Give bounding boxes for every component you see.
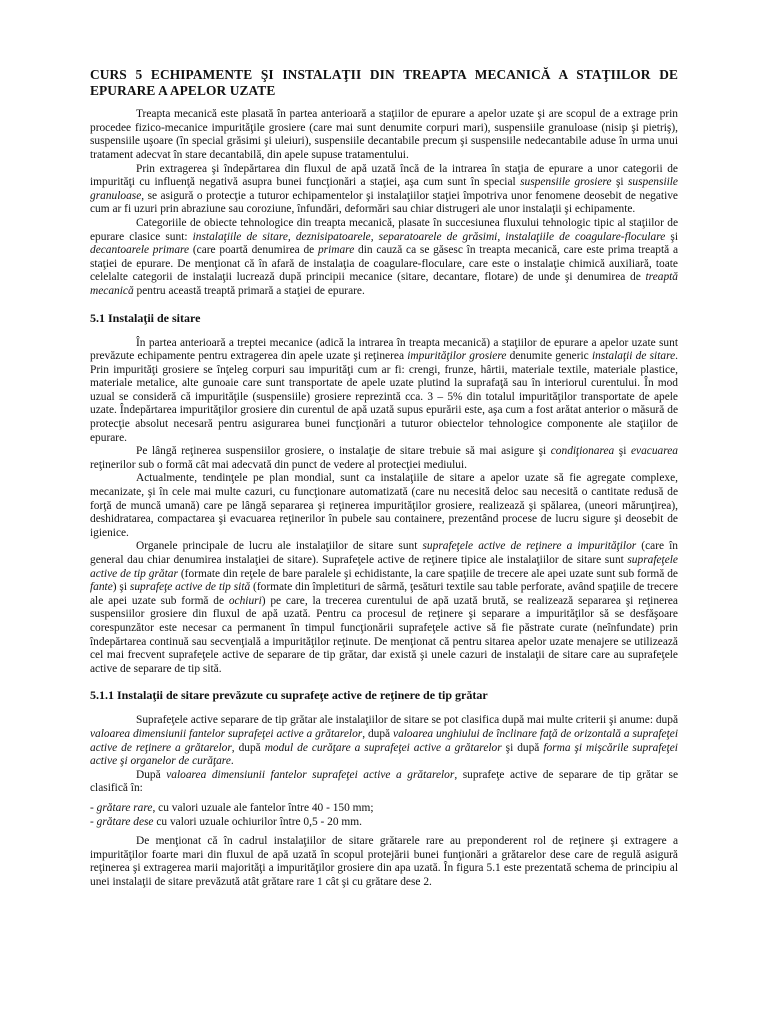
section-heading: 5.1 Instalaţii de sitare bbox=[90, 310, 201, 325]
list-item: - grătare dese cu valori uzuale ochiurilor între 0,5 - 20 mm. bbox=[90, 815, 362, 828]
document-page bbox=[90, 67, 678, 889]
paragraph: Treapta mecanică este plasată în partea anterioară a staţiilor de epurare a apelor uzate şi are scopul de a extrage prin procedee fizico-mecanice impurităţile grosiere (care mai sunt denumite corpuri mari), suspensiile granuloase (nisip şi pietriş), suspensiile uşoare (în special grăsimi şi uleiuri), suspensiile decantabile precum şi suspensiile nedecantabile aduse în urma unui tratament adecvat în stare decantabilă, din apele supuse tratamentului. bbox=[90, 108, 678, 161]
classification-list bbox=[90, 802, 678, 829]
list-item: - grătare rare, cu valori uzuale ale fantelor între 40 - 150 mm; bbox=[90, 801, 374, 814]
paragraph: Prin extragerea şi îndepărtarea din fluxul de apă uzată încă de la intrarea în staţia de epurare a unor categorii de impurităţi cu influenţă negativă asupra bunei funcţionări a staţiei, aşa cum sunt în special suspensiile grosiere şi suspensiile granuloase, se asigură o protecţie a tuturor echipamentelor şi instalaţiilor staţiei împotriva unor fenomene deosebit de negative cum ar fi uzuri prin abraziune sau coroziune, înfundări, deformări sau chiar distrugeri ale unor instalaţii şi echipamente. bbox=[90, 162, 678, 216]
document-title: CURS 5 ECHIPAMENTE ŞI INSTALAŢII DIN TREAPTA MECANICĂ A STAŢIILOR DE EPURARE A APELOR UZATE bbox=[90, 67, 678, 98]
paragraph: În partea anterioară a treptei mecanice (adică la intrarea în treapta mecanică) a staţiilor de epurare a apelor uzate sunt prevăzute echipamente pentru extragerea din apele uzate şi reţinerea impurităţilor grosiere denumite generic instalaţii de sitare. Prin impurităţi grosiere se înţeleg corpuri sau impurităţi cum ar fi: crengi, frunze, hârtii, materiale textile, materiale plastice, materiale metalice, alte gunoaie care sunt transportate de apele uzate plutind la suprafaţă sau în interiorul curentului. În mod uzual se consideră că impurităţile (suspensiile) grosiere reprezintă cca. 3 – 5% din totalul impurităţilor transportate de apele uzate. Îndepărtarea impurităţilor grosiere din curentul de apă uzată supus epurării este, aşa cum a fost arătat anterior o măsură de protecţie absolut necesară pentru asigurarea bunei funcţionări a tuturor obiectelor tehnologice componente ale staţiilor de epurare. bbox=[90, 336, 679, 444]
paragraph: Suprafeţele active separare de tip grătar ale instalaţiilor de sitare se pot clasifica după mai multe criterii şi anume: după valoarea dimensiunii fantelor suprafeţei active a grătarelor, după valoarea unghiului de înclinare faţă de orizontală a suprafeţei active de reţinere a grătarelor, după modul de curăţare a suprafeţei active a grătarelor şi după forma şi mişcările suprafeţei active şi organelor de curăţare. bbox=[90, 714, 678, 768]
paragraph: Categoriile de obiecte tehnologice din treapta mecanică, plasate în succesiunea fluxului tehnologic tipic al staţiilor de epurare clasice sunt: instalaţiile de sitare, deznisipatoarele, separatoarele de grăsimi, instalaţiile de coagulare-floculare şi decantoarele primare (care poartă denumirea de primare din cauză ca se găsesc în treapta mecanică, care este prima treaptă a staţiei de epurare. De menţionat că în afară de instalaţia de coagulare-floculare, care este o instalaţie chimică auxiliară, toate celelalte categorii de instalaţii lucrează după principii mecanice (sitare, decantare, flotare) de unde şi denumirea de treaptă mecanică pentru această treaptă primară a staţiei de epurare. bbox=[90, 216, 678, 297]
paragraph: Pe lângă reţinerea suspensiilor grosiere, o instalaţie de sitare trebuie să mai asigure şi condiţionarea şi evacuarea reţinerilor sub o formă cât mai adecvată din punct de vedere al protecţiei mediului. bbox=[90, 445, 678, 471]
paragraph: Organele principale de lucru ale instalaţiilor de sitare sunt suprafeţele active de reţinere a impurităţilor (care în general dau chiar denumirea instalaţiei de sitare). Suprafeţele active de reţinere tipice ale instalaţiilor de sitare sunt suprafeţele active de tip grătar (formate din reţele de bare paralele şi echidistante, la care spaţiile de trecere ale apei uzate sunt sub formă de fante) şi suprafeţe active de tip sită (formate din împletituri de sârmă, ţesături textile sau table perforate, având spaţiile de trecere ale apei uzate sub formă de ochiuri) pe care, la trecerea curentului de apă uzată brută, se realizează separarea şi reţinerea suspensiilor grosiere din fluxul de apă uzată. Pentru ca procesul de reţinere şi separare a impurităţilor să se desfăşoare corespunzător este necesar ca permanent în timpul funcţionării suprafeţele active să fie păstrate curate (neînfundate) prin îndepărtarea continuă sau secvenţială a impurităţilor reţinute. De menţionat că pentru sitarea apelor uzate menajere se utilizează cel mai frecvent suprafeţele active de separare de tip grătar, dar există şi unele cazuri de instalaţii de sitare care au suprafeţele active de separare de tip sită. bbox=[90, 540, 678, 675]
paragraph: După valoarea dimensiunii fantelor suprafeţei active a grătarelor, suprafeţe active de separare de tip grătar se clasifică în: bbox=[90, 768, 678, 795]
intro-section bbox=[90, 108, 678, 298]
section-5-1-1 bbox=[90, 714, 678, 889]
paragraph: De menţionat că în cadrul instalaţiilor de sitare grătarele rare au preponderent rol de reţinere şi extragere a impurităţilor foarte mari din fluxul de apă uzată în scopul protejării bunei funţionări a grătarelor dese care de regulă asigură reţinerea şi extragerea marii majorităţi a impurităţilor grosiere din apa uzată. În figura 5.1 este prezentată schema de principiu al unei instalaţii de sitare prevăzută atât grătare rare 1 cât şi cu grătare dese 2. bbox=[90, 835, 678, 888]
subsection-heading: 5.1.1 Instalaţii de sitare prevăzute cu suprafeţe active de reţinere de tip grătar bbox=[90, 688, 488, 703]
section-5-1 bbox=[90, 337, 678, 677]
paragraph: Actualmente, tendinţele pe plan mondial, sunt ca instalaţiile de sitare a apelor uzate să fie agregate complexe, mecanizate, şi în cele mai multe cazuri, cu funcţionare automatizată (care nu necesită deloc sau necesită o cantitate redusă de forţă de muncă umană) care pe lângă separarea şi reţinerea impurităţilor grosiere, realizează şi spălarea, (uneori mărunţirea), deshidratarea, compactarea şi evacuarea reţinerilor în pubele sau containere, prezentând procese de lucru sigure şi deosebit de igienice. bbox=[90, 472, 678, 539]
